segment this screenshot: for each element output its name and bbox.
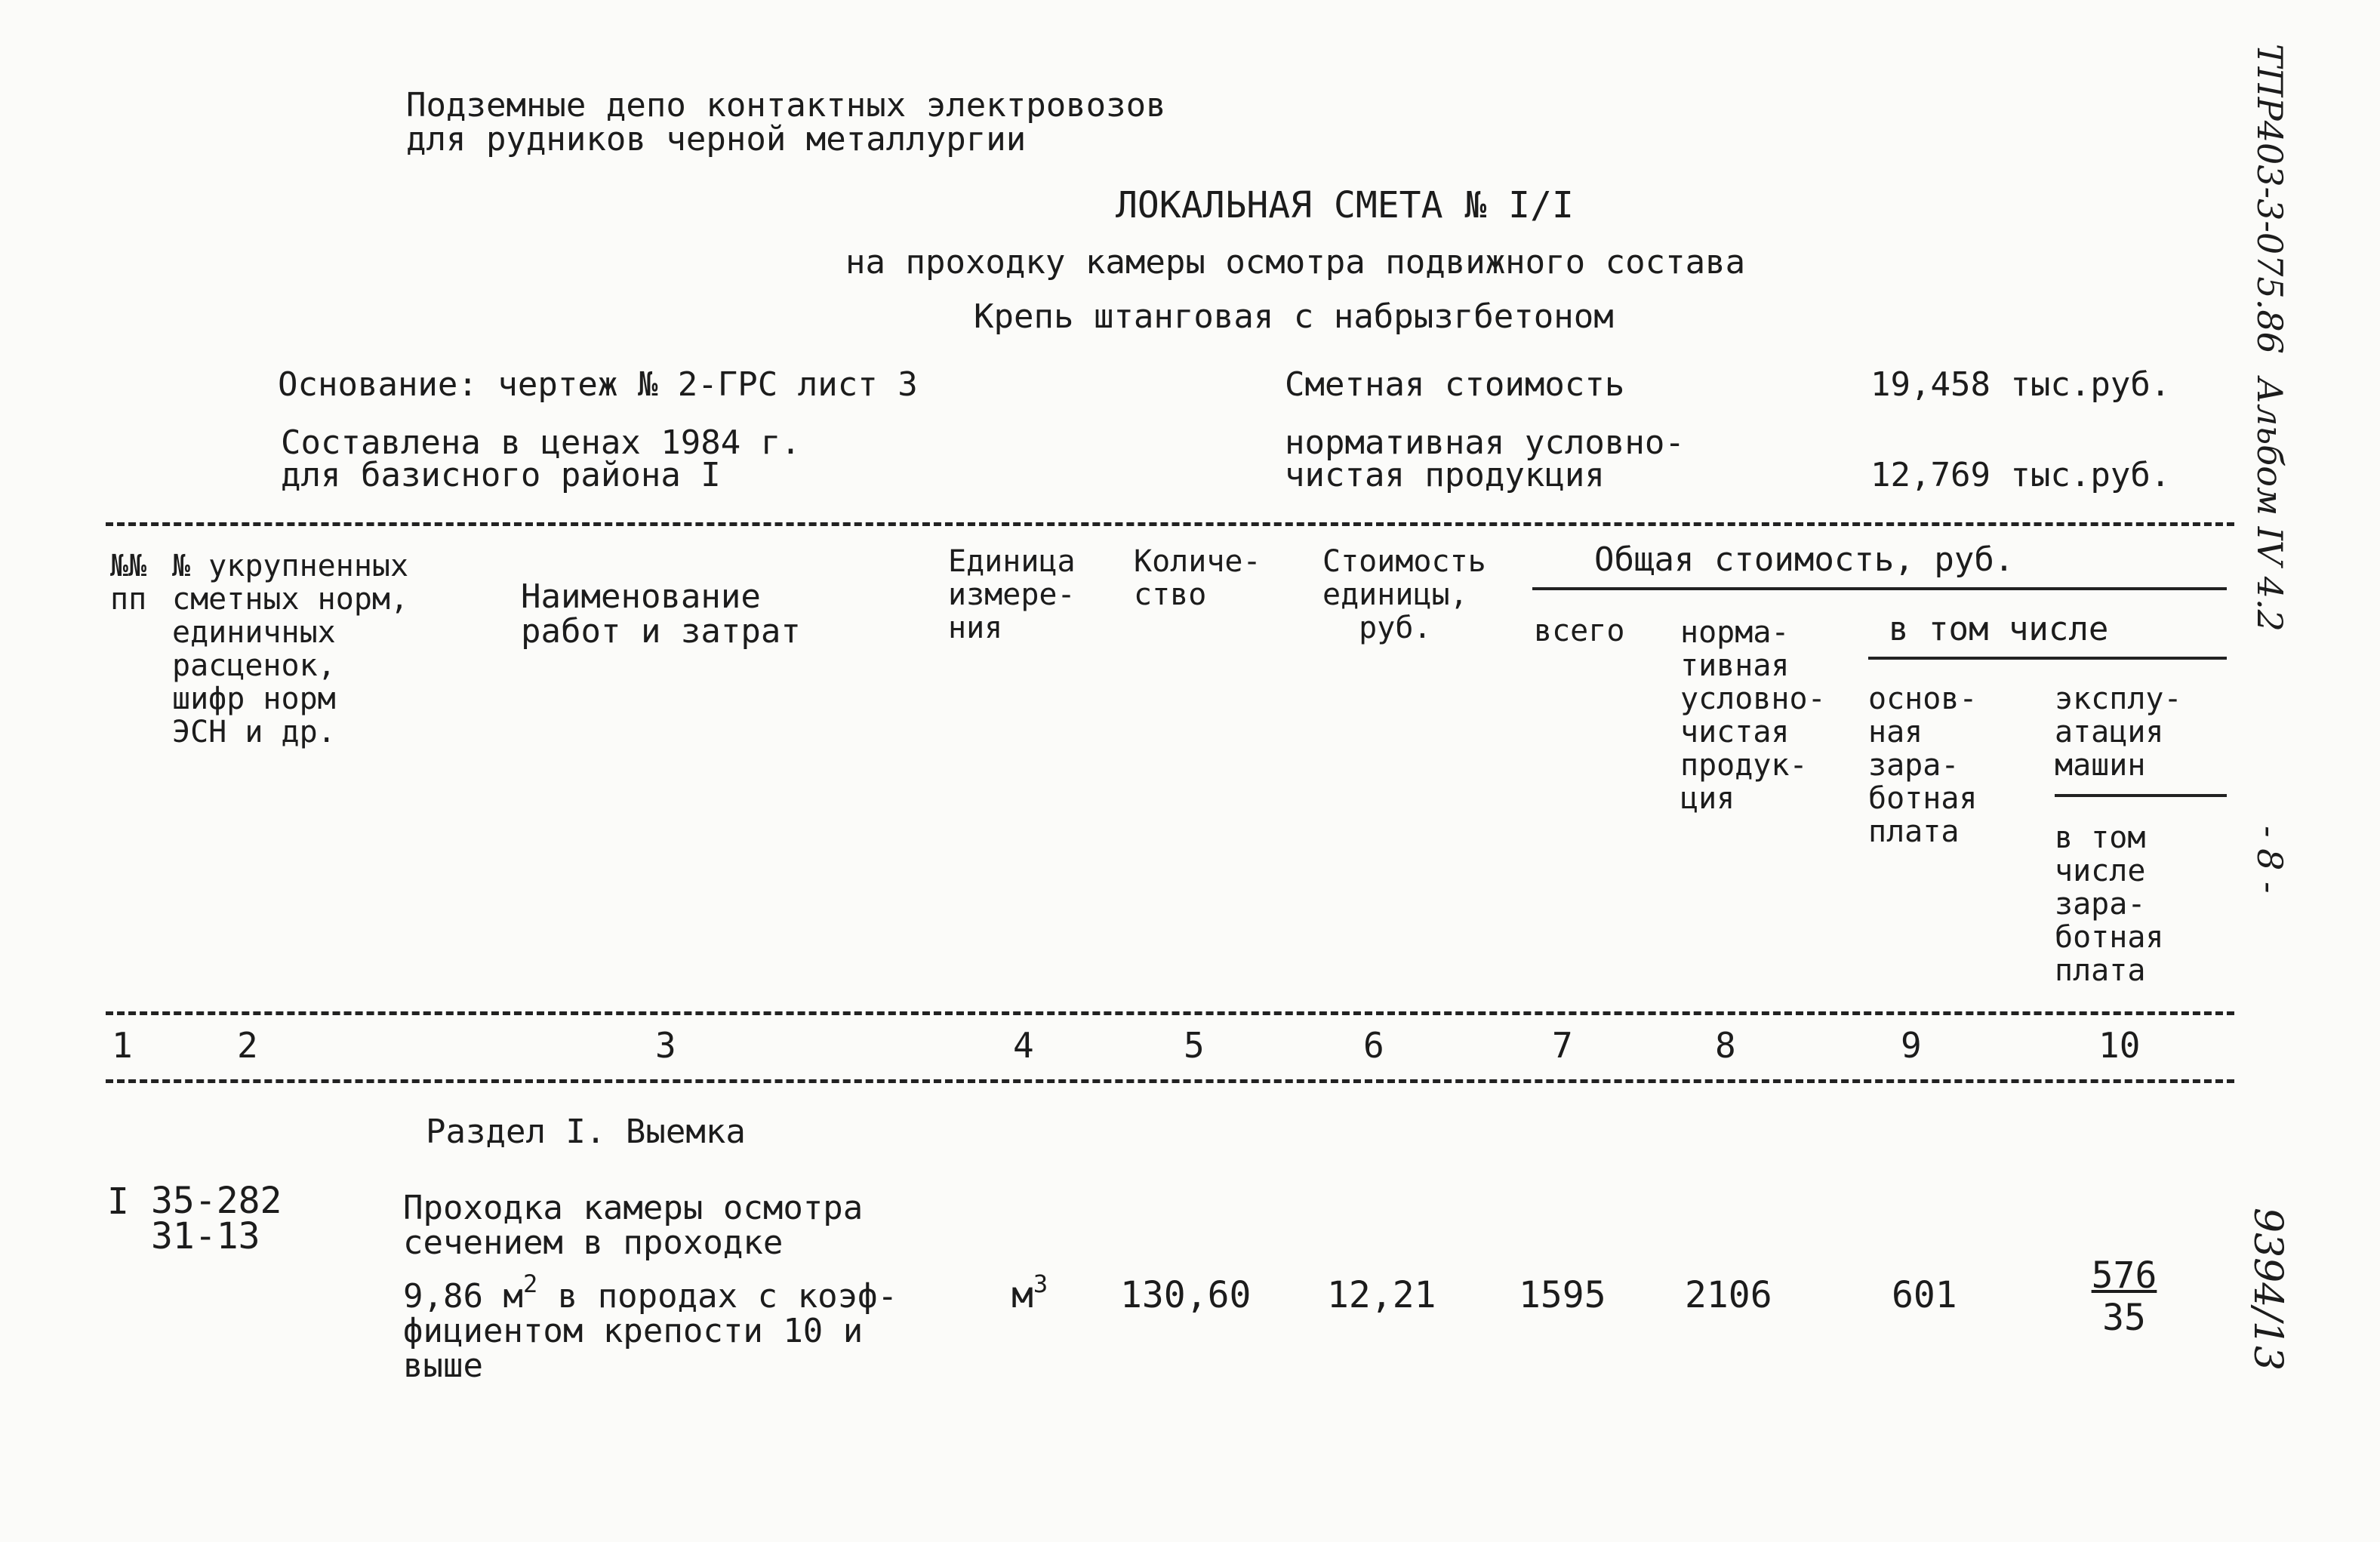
row-unit-price: 12,21: [1327, 1274, 1436, 1316]
col-number-4: 4: [1013, 1025, 1034, 1066]
row-name-line2: 9,86 $м^2$ в породах с коэф- фициентом крепости 10 и выше: [403, 1270, 898, 1386]
row-total: 1595: [1519, 1274, 1606, 1316]
header-col6: Стоимость единицы, руб.: [1322, 544, 1486, 645]
col-number-10: 10: [2098, 1025, 2141, 1066]
row-machines-fraction: [2079, 1254, 2169, 1339]
header-col7: всего: [1534, 614, 1625, 648]
prices-line1: Составлена в ценах 1984 г.: [281, 423, 801, 462]
row-wage: 601: [1892, 1274, 1957, 1316]
col-number-3: 3: [655, 1025, 676, 1066]
header-total-group: Общая стоимость, руб.: [1594, 540, 2015, 579]
col-number-9: 9: [1901, 1025, 1922, 1066]
section-title: Раздел I. Выемка: [426, 1113, 746, 1151]
npp-label-line1: нормативная условно-: [1285, 423, 1685, 462]
header-col2: № укрупненных сметных норм, единичных расценок, шифр норм ЭСН и др.: [172, 549, 409, 749]
row-number: I: [107, 1180, 129, 1223]
col-number-6: 6: [1363, 1025, 1384, 1066]
header-incl-group: в том числе: [1889, 610, 2109, 648]
row-npp: 2106: [1685, 1274, 1772, 1316]
header-col3: Наименование работ и затрат: [521, 577, 801, 651]
header-col9: основ- ная зара- ботная плата: [1868, 682, 1978, 849]
margin-project-code: ТПР403-3-075.86: [2249, 44, 2290, 354]
cost-label: Сметная стоимость: [1285, 365, 1625, 404]
npp-label-line2: чистая продукция: [1285, 456, 1605, 494]
basis-text: Основание: чертеж № 2-ГРС лист 3: [278, 365, 918, 404]
row-machines: 576: [2091, 1254, 2157, 1297]
col-number-7: 7: [1552, 1025, 1573, 1066]
estimate-subtitle: на проходку камеры осмотра подвижного состава: [845, 243, 1746, 282]
row-unit: $м^3$: [1011, 1270, 1048, 1316]
margin-page-number: - 8 -: [2249, 826, 2290, 894]
header-total-rule: [1532, 587, 2227, 590]
support-type: Крепь штанговая с набрызгбетоном: [974, 297, 1614, 336]
row-code: 35-282 31-13: [151, 1180, 282, 1258]
project-title-line2: для рудников черной металлургии: [406, 120, 1027, 159]
header-incl-rule: [1868, 657, 2227, 660]
header-col8: норма- тивная условно- чистая продук- ция: [1680, 615, 1826, 816]
col-number-5: 5: [1184, 1025, 1205, 1066]
header-top-rule: [106, 522, 2234, 526]
project-title-line1: Подземные депо контактных электровозов: [406, 86, 1166, 125]
cost-value: 19,458 тыс.руб.: [1870, 365, 2171, 404]
col-number-8: 8: [1715, 1025, 1736, 1066]
header-col4: Единица измере- ния: [948, 544, 1076, 645]
header-machines-rule: [2055, 794, 2227, 797]
npp-value: 12,769 тыс.руб.: [1870, 456, 2171, 494]
margin-album: Альбом IV 4.2: [2249, 377, 2290, 632]
header-col5: Количе- ство: [1134, 544, 1261, 612]
row-name-line1: Проходка камеры осмотра сечением в проходке: [403, 1189, 864, 1263]
numbers-bottom-rule: [106, 1079, 2234, 1083]
header-col10-sub: в том числе зара- ботная плата: [2055, 820, 2164, 988]
header-col10: эксплу- атация машин: [2055, 682, 2182, 783]
col-number-2: 2: [237, 1025, 258, 1066]
header-col1: №№ пп: [110, 549, 147, 617]
margin-stamp: 9394/13: [2245, 1208, 2290, 1371]
row-quantity: 130,60: [1120, 1274, 1252, 1316]
prices-line2: для базисного района I: [281, 456, 721, 494]
row-machines-wage: 35: [2102, 1297, 2146, 1339]
header-bottom-rule: [106, 1011, 2234, 1015]
estimate-title: ЛОКАЛЬНАЯ СМЕТА № I/I: [1116, 184, 1574, 226]
col-number-1: 1: [112, 1025, 133, 1066]
